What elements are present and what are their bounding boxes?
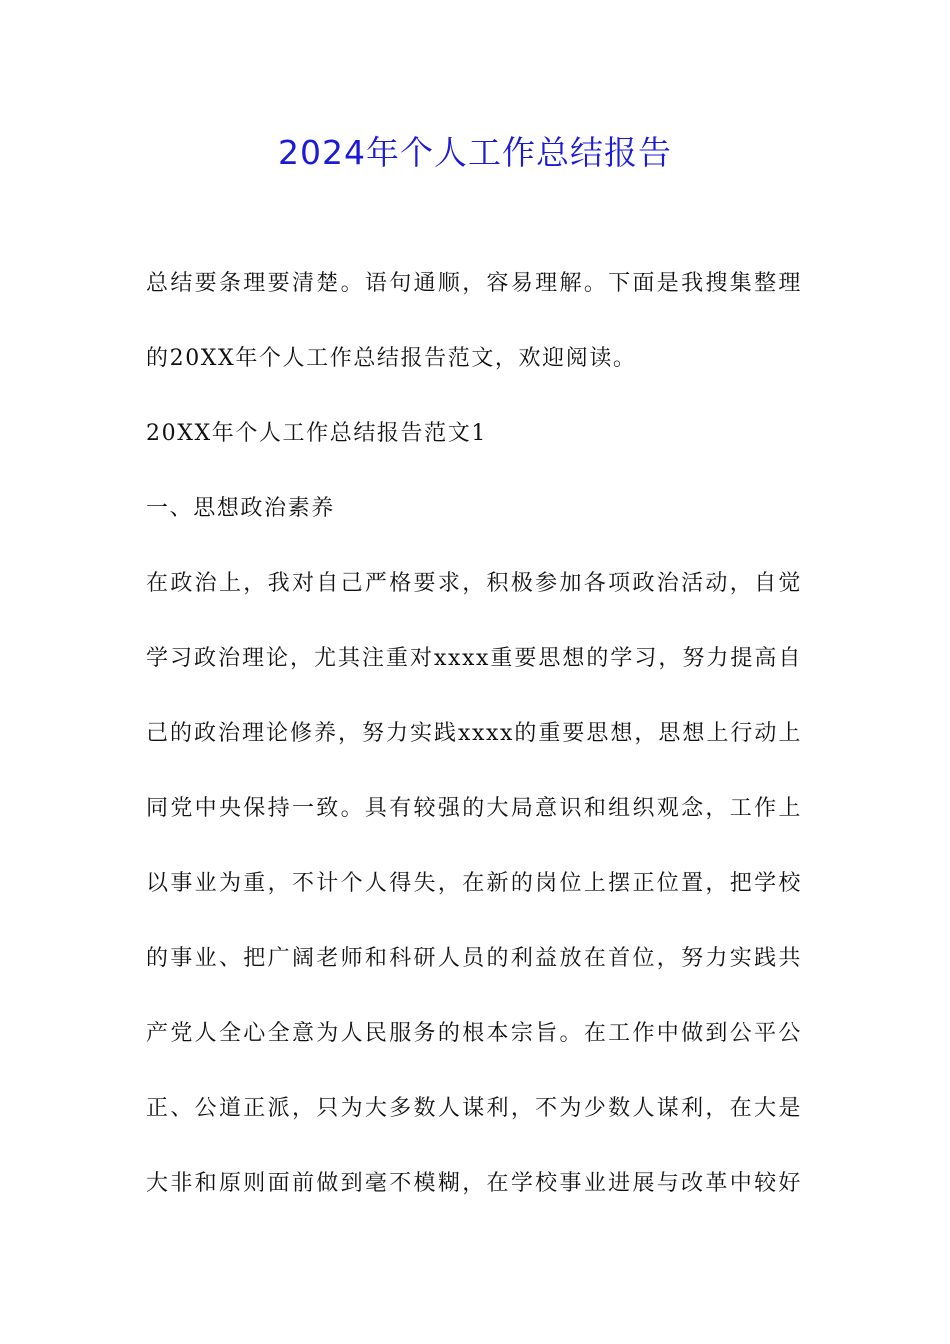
paragraph-line: 同党中央保持一致。具有较强的大局意识和组织观念，工作上 bbox=[146, 796, 802, 821]
paragraph-line: 以事业为重，不计个人得失，在新的岗位上摆正位置，把学校 bbox=[146, 871, 802, 896]
section-heading: 一、思想政治素养 bbox=[146, 496, 335, 521]
paragraph-line: 的事业、把广阔老师和科研人员的利益放在首位，努力实践共 bbox=[146, 946, 802, 971]
paragraph-line: 在政治上，我对自己严格要求，积极参加各项政治活动，自觉 bbox=[146, 571, 802, 596]
paragraph-line: 学习政治理论，尤其注重对xxxx重要思想的学习，努力提高自 bbox=[146, 646, 802, 671]
paragraph-line: 正、公道正派，只为大多数人谋利，不为少数人谋利，在大是 bbox=[146, 1096, 802, 1121]
document-title: 2024年个人工作总结报告 bbox=[278, 133, 672, 172]
section-heading: 20XX年个人工作总结报告范文1 bbox=[146, 421, 487, 446]
paragraph-line: 产党人全心全意为人民服务的根本宗旨。在工作中做到公平公 bbox=[146, 1021, 802, 1046]
paragraph-line: 大非和原则面前做到毫不模糊，在学校事业进展与改革中较好 bbox=[146, 1171, 802, 1196]
paragraph-line: 的20XX年个人工作总结报告范文，欢迎阅读。 bbox=[146, 346, 637, 371]
paragraph-line: 总结要条理要清楚。语句通顺，容易理解。下面是我搜集整理 bbox=[146, 271, 802, 296]
paragraph-line: 己的政治理论修养，努力实践xxxx的重要思想，思想上行动上 bbox=[146, 721, 802, 746]
